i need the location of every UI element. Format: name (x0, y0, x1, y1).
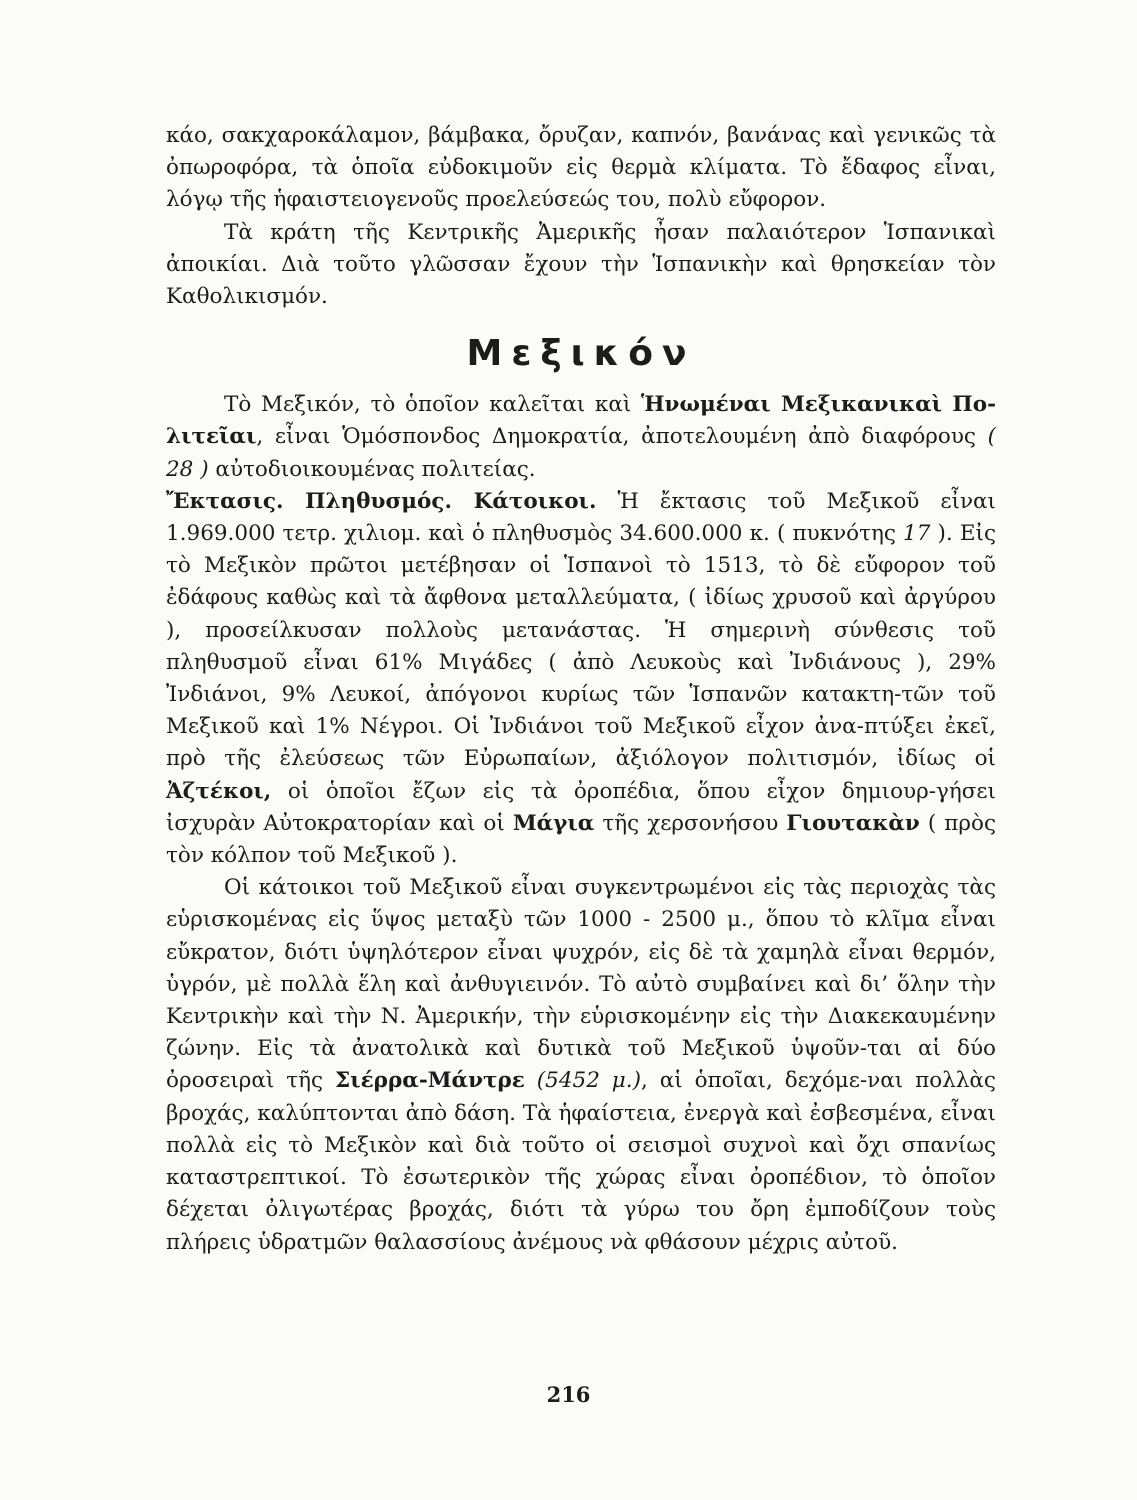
area-population-paragraph (166, 486, 996, 872)
mexico-intro-paragraph (166, 389, 996, 486)
maya-term: Μάγια (512, 810, 595, 836)
inhabitants-text: Οἱ κάτοικοι τοῦ Μεξικοῦ εἶναι συγκεντρωμένοι εἰς τὰς περιοχὰς τὰς εὑρισκομένας εἰς ὕψος μεταξὺ τῶν 1000 - 2500 μ., ὅπου τὸ κλῖμα εἶναι εὔκρατον, διότι ὑψηλότερον εἶναι ψυχρόν, εἰς δὲ τὰ χαμηλὰ εἶναι θερμόν, ὑγρόν, μὲ πολλὰ ἕλη καὶ ἀνθυγιεινόν. Τὸ αὐτὸ συμβαίνει καὶ δι’ ὅλην τὴν Κεντρικὴν καὶ τὴν Ν. Ἀμερικήν, τὴν εὑρισκομένην εἰς τὴν Διακεκαυμένην ζώνην. Εἰς τὰ ἀνατολικὰ καὶ δυτικὰ τοῦ Μεξικοῦ ὑψοῦν-ται αἱ δύο ὀροσειραὶ τῆς (166, 875, 996, 1094)
area-text: Ἡ ἔκτασις τοῦ Μεξικοῦ εἶναι 1.969.000 τετρ. χιλιομ. καὶ ὁ πληθυσμὸς 34.600.000 κ. ( πυκνότης (166, 488, 996, 547)
body-text (166, 120, 996, 1259)
page-number: 216 (546, 1382, 591, 1407)
area-text: ( πρὸς τὸν κόλπον τοῦ Μεξικοῦ ). (166, 810, 997, 869)
sierra-madre-term: Σιέρρα-Μάντρε (335, 1068, 525, 1094)
aztecs-term: Ἀζτέκοι, (166, 778, 272, 804)
yucatan-term: Γιουτακὰν (786, 810, 920, 836)
mexico-intro-text: Τὸ Μεξικόν, τὸ ὁποῖον καλεῖται καὶ (224, 392, 642, 418)
area-text: ). Εἰς τὸ Μεξικὸν πρῶτοι μετέβησαν οἱ Ἱσπανοὶ τὸ 1513, τὸ δὲ εὔφορον τοῦ ἐδάφους καθὼς καὶ τὰ ἄφθονα μεταλλεύματα, ( ἰδίως χρυσοῦ καὶ ἀργύρου ), προσείλκυσαν πολλοὺς μετανάστας. Ἡ σημερινὴ σύνθεσις τοῦ πληθυσμοῦ εἶναι 61% Μιγάδες ( ἀπὸ Λευκοὺς καὶ Ἰνδιάνους ), 29% Ἰνδιάνοι, 9% Λευκοί, ἀπόγονοι κυρίως τῶν Ἱσπανῶν κατακτη-τῶν τοῦ Μεξικοῦ καὶ 1% Νέγροι. Οἱ Ἰνδιάνοι τοῦ Μεξικοῦ εἶχον ἀνα-πτύξει ἐκεῖ, πρὸ τῆς ἐλεύσεως τῶν Εὐρωπαίων, ἀξιόλογον πολιτισμόν, ἰδίως οἱ (166, 521, 996, 772)
mexico-intro-text: , εἶναι Ὁμόσπονδος Δημοκρατία, ἀποτελουμένη ἀπὸ διαφόρους (256, 424, 988, 450)
intro-text: κάο, σακχαροκάλαμον, βάμβακα, ὄρυζαν, καπνόν, βανάνας καὶ γενικῶς τὰ ὀπωροφόρα, τὰ ὁποῖα εὐδοκιμοῦν εἰς θερμὰ κλίματα. Τὸ ἔδαφος εἶναι, λόγῳ τῆς ἡφαιστειογενοῦς προελεύσεώς του, πολὺ εὔφορον. (166, 123, 996, 213)
official-name: Ἡνωμέναι Μεξικανικαὶ Πο-λιτεῖαι (166, 392, 996, 450)
section-title: Μεξικόν (466, 333, 696, 375)
area-text: οἱ ὁποῖοι ἔζων εἰς τὰ ὀροπέδια, ὅπου εἶχον δημιουρ-γήσει ἰσχυρὰν Αὐτοκρατορίαν καὶ οἱ (166, 778, 996, 836)
mexico-intro-text: αὐτοδιοικουμένας πολιτείας. (208, 456, 536, 482)
inhabitants-text: , αἱ ὁποῖαι, δεχόμε-ναι πολλὰς βροχάς, καλύπτονται ἀπὸ δάση. Τὰ ἡφαίστεια, ἐνεργὰ καὶ ἐσβεσμένα, εἶναι πολλὰ εἰς τὸ Μεξικὸν καὶ διὰ τοῦτο οἱ σεισμοὶ συχνοὶ καὶ ὄχι σπανίως καταστρεπτικοί. Τὸ ἐσωτερικὸν τῆς χώρας εἶναι ὀροπέδιον, τὸ ὁποῖον δέχεται ὀλιγωτέρας βροχάς, διότι τὰ γύρω του ὄρη ἐμποδίζουν τοὺς πλήρεις ὑδρατμῶν θαλασσίους ἀνέμους νὰ φθάσουν μέχρις αὐτοῦ. (166, 1068, 996, 1255)
area-text: τῆς χερσονήσου (594, 810, 787, 836)
central-america-text: Τὰ κράτη τῆς Κεντρικῆς Ἀμερικῆς ἦσαν παλαιότερον Ἱσπανικαὶ ἀποικίαι. Διὰ τοῦτο γλῶσσαν ἔχουν τὴν Ἱσπανικὴν καὶ θρησκείαν τὸν Καθολικισμόν. (166, 219, 996, 310)
subsection-heading: Ἔκτασις. Πληθυσμός. Κάτοικοι. (166, 488, 597, 514)
inhabitants-paragraph (166, 872, 996, 1258)
intro-paragraph (166, 120, 996, 217)
inhabitants-text (525, 1068, 537, 1093)
states-count: ( 28 ) (166, 424, 996, 482)
central-america-paragraph (166, 217, 996, 314)
elevation-value: (5452 μ.) (536, 1068, 641, 1094)
density-value: 17 (903, 521, 931, 547)
